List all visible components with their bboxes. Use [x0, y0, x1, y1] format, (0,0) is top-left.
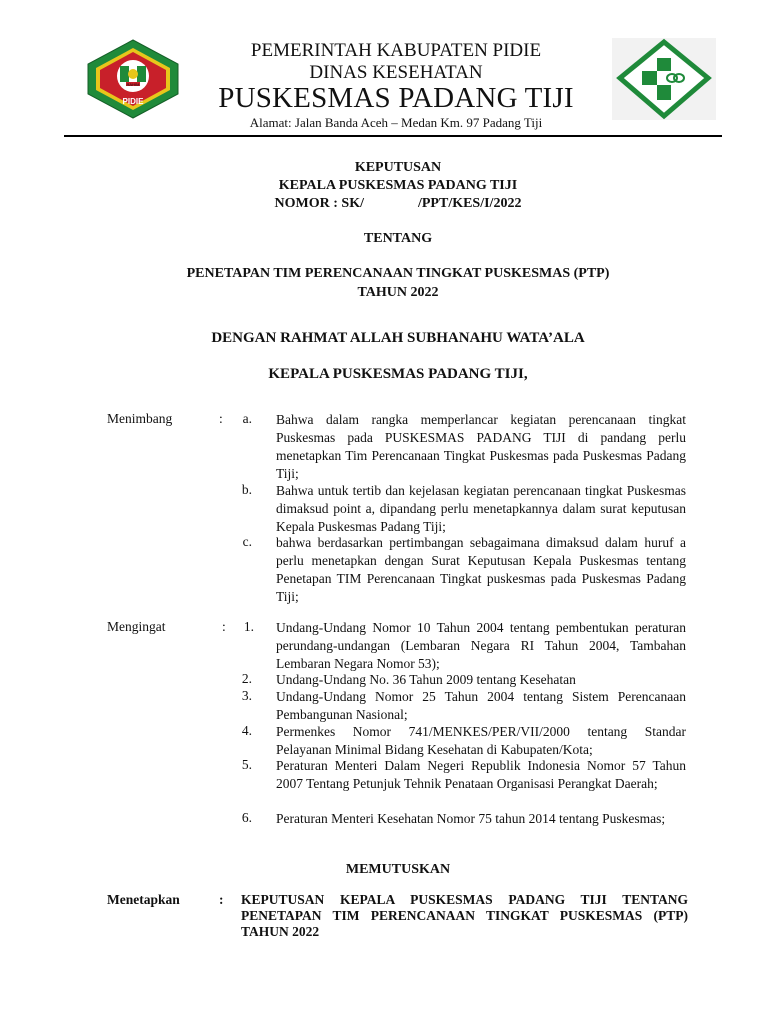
- menimbang-marker-b: b.: [241, 482, 252, 497]
- mengingat-label: Mengingat: [107, 619, 166, 634]
- pidie-logo-text: PIDIE: [122, 97, 144, 106]
- header-government: PEMERINTAH KABUPATEN PIDIE: [250, 40, 542, 61]
- decree-subject: PENETAPAN TIM PERENCANAAN TINGKAT PUSKESMAS (PTP): [186, 266, 610, 281]
- header-address: Alamat: Jalan Banda Aceh – Medan Km. 97 Padang Tiji: [249, 115, 543, 130]
- mengingat-marker-2: 2.: [241, 671, 252, 686]
- decree-issuer: KEPALA PUSKESMAS PADANG TIJI: [278, 178, 518, 193]
- mengingat-item-4: Permenkes Nomor 741/MENKES/PER/VII/2000 tentang Standar Pelayanan Minimal Bidang Kesehatan di Kabupaten/Kota;: [276, 724, 686, 757]
- menimbang-item-c: bahwa berdasarkan pertimbangan sebagaimana dimaksud dalam huruf a perlu menetapkan dengan Surat Keputusan Kepala Puskesmas tentang Penetapan TIM Perencanaan Tingkat puskesmas pada Puskesmas Padang Tiji;: [276, 535, 686, 604]
- mengingat-marker-6: 6.: [241, 810, 252, 825]
- mengingat-item-1: Undang-Undang Nomor 10 Tahun 2004 tentang pembentukan peraturan perundang-undangan (Lembaran Negara RI Tahun 2004, Tambahan Lembaran Negara Nomor 53);: [276, 620, 686, 671]
- decree-year: TAHUN 2022: [357, 285, 439, 300]
- menetapkan-colon: :: [219, 892, 224, 907]
- menetapkan-text: KEPUTUSAN KEPALA PUSKESMAS PADANG TIJI TENTANG PENETAPAN TIM PERENCANAAN TINGKAT PUSKESMAS (PTP) TAHUN 2022: [241, 892, 688, 939]
- menimbang-label: Menimbang: [107, 411, 173, 426]
- mengingat-marker-3: 3.: [241, 688, 252, 703]
- menimbang-marker-c: c.: [242, 534, 252, 549]
- mengingat-item-6: Peraturan Menteri Kesehatan Nomor 75 tahun 2014 tentang Puskesmas;: [276, 811, 666, 826]
- mengingat-item-3: Undang-Undang Nomor 25 Tahun 2004 tentang Sistem Perencanaan Pembangunan Nasional;: [276, 689, 686, 722]
- menimbang-marker-a: a.: [242, 411, 252, 426]
- decree-number: [64, 196, 732, 212]
- menetapkan-label: Menetapkan: [107, 892, 180, 907]
- header-department: DINAS KESEHATAN: [309, 62, 483, 83]
- pidie-logo-inner-text: RAHIM: [126, 82, 140, 87]
- menimbang-item-a: Bahwa dalam rangka memperlancar kegiatan perencanaan tingkat Puskesmas pada PUSKESMAS PADANG TIJI di pandang perlu menetapkan Tim Perencanaan Tingkat Puskesmas pada Puskesmas Padang Tiji;: [276, 412, 686, 481]
- mengingat-marker-1: 1.: [243, 619, 254, 634]
- decree-title: KEPUTUSAN: [354, 160, 442, 175]
- menimbang-item-b: Bahwa untuk tertib dan kejelasan kegiatan perencanaan tingkat Puskesmas dimaksud point a, dipandang perlu menetapkannya dalam surat keputusan Kepala Puskesmas Padang Tiji;: [276, 483, 686, 534]
- mengingat-item-5: Peraturan Menteri Dalam Negeri Republik Indonesia Nomor 57 Tahun 2007 Tentang Petunjuk Tehnik Penataan Organisasi Perangkat Daerah;: [276, 758, 686, 791]
- kepala-line: KEPALA PUSKESMAS PADANG TIJI,: [268, 366, 528, 382]
- mengingat-marker-4: 4.: [241, 723, 252, 738]
- header-puskesmas: PUSKESMAS PADANG TIJI: [218, 82, 574, 114]
- memutuskan-heading: MEMUTUSKAN: [345, 862, 451, 877]
- decree-number-suffix: /PPT/KES/I/2022: [417, 196, 522, 211]
- header-divider: [64, 135, 722, 137]
- mengingat-marker-5: 5.: [241, 757, 252, 772]
- mengingat-item-2: Undang-Undang No. 36 Tahun 2009 tentang Kesehatan: [276, 672, 576, 687]
- puskesmas-logo: [612, 38, 716, 120]
- mengingat-colon: :: [222, 619, 226, 634]
- menimbang-colon: :: [219, 411, 223, 426]
- pidie-regency-logo: [84, 38, 182, 120]
- rahmat-line: DENGAN RAHMAT ALLAH SUBHANAHU WATA’ALA: [211, 330, 585, 346]
- tentang-heading: TENTANG: [363, 231, 433, 246]
- decree-number-prefix: NOMOR : SK/: [274, 196, 364, 211]
